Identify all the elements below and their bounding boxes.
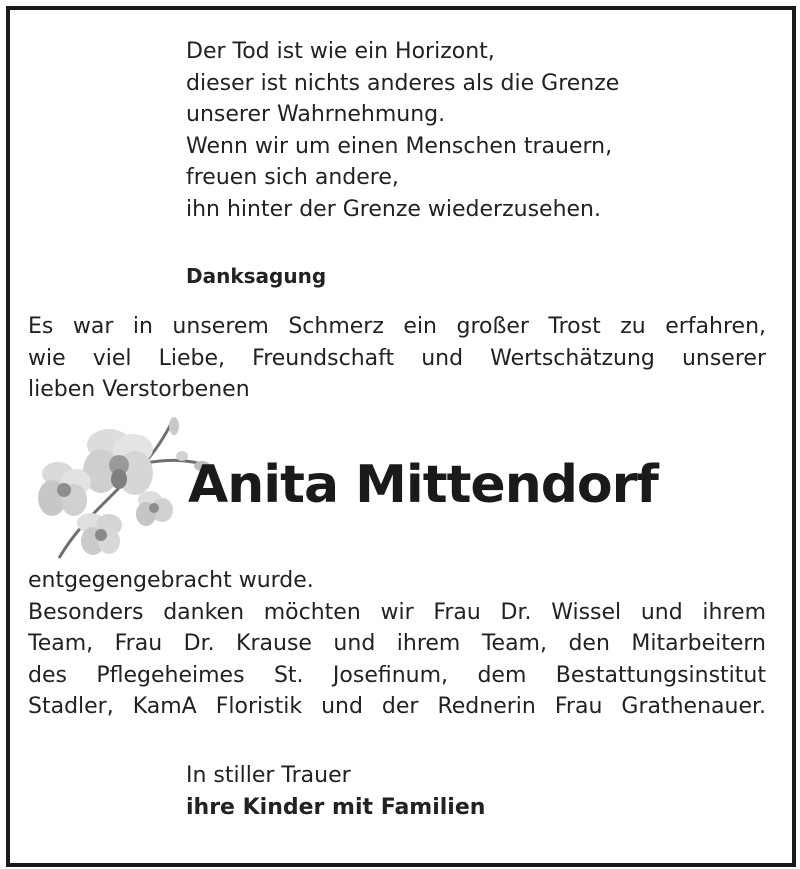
body-line: entgegengebracht wurde. <box>28 568 314 593</box>
signature-line: In stiller Trauer <box>186 763 351 788</box>
poem-line: ihn hinter der Grenze wiederzusehen. <box>186 196 601 222</box>
body-line: Stadler, KamA Floristik und der Rednerin Frau Grathenauer. <box>28 694 766 719</box>
poem-line: dieser ist nichts anderes als die Grenze <box>186 70 620 96</box>
poem-line: Der Tod ist wie ein Horizont, <box>186 39 495 64</box>
signature <box>186 760 485 823</box>
decedent-name: Anita Mittendorf <box>188 455 658 515</box>
poem-line: unserer Wahrnehmung. <box>186 102 446 127</box>
poem-line: Wenn wir um einen Menschen trauern, <box>186 133 613 159</box>
poem <box>186 36 619 225</box>
intro-line: Es war in unserem Schmerz ein großer Trost zu erfahren, <box>28 314 766 339</box>
body-paragraph <box>28 565 766 723</box>
body-line: Team, Frau Dr. Krause und ihrem Team, den Mitarbeitern <box>28 631 766 656</box>
intro-paragraph <box>28 311 766 406</box>
heading-danksagung: Danksagung <box>186 264 327 288</box>
intro-line: wie viel Liebe, Freundschaft und Wertschätzung unserer <box>28 345 766 371</box>
poem-line: freuen sich andere, <box>186 165 399 190</box>
body-line: Besonders danken möchten wir Frau Dr. Wissel und ihrem <box>28 599 766 625</box>
body-line: des Pflegeheimes St. Josefinum, dem Bestattungsinstitut <box>28 662 766 688</box>
intro-line: lieben Verstorbenen <box>28 377 250 402</box>
signature-family: ihre Kinder mit Familien <box>186 794 486 820</box>
